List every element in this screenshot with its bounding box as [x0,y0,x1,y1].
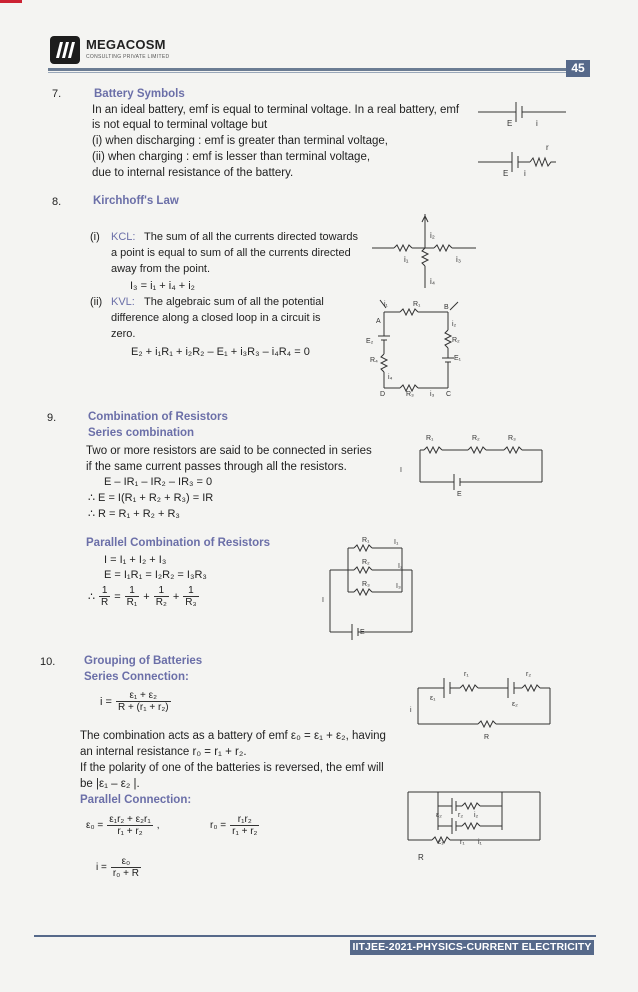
label-r1: r₁ [464,671,469,678]
therefore-sign: ∴ [88,591,95,603]
kcl-junction-figure [372,212,482,292]
label-i1: i₁ [478,839,482,846]
section-number: 10. [40,656,56,668]
label-E: E [503,169,509,178]
label-R: R [418,853,424,862]
footer-label: IITJEE-2021-PHYSICS-CURRENT ELECTRICITY [350,940,594,955]
label-i: i [536,119,538,128]
fraction: $\frac{1}{\text{R₁}}$ [126,585,138,608]
text-line: (i) when discharging : emf is greater than terminal voltage, [92,135,388,147]
equation: I = I₁ + I₂ + I₃ [104,554,167,566]
label-R2: R₂ [362,559,370,566]
label-i4: i₄ [430,277,436,286]
section-subtitle: Series combination [88,427,195,439]
label-R1: R₁ [426,435,434,442]
equation: ∴ R = R₁ + R₂ + R₃ [88,508,180,520]
kvl-label: KVL: [111,296,135,308]
label-e2: ε₂ [436,812,442,819]
parallel-resistance-formula: r₀ = $\frac{\text{r₁r₂}}{\text{r₁ + r₂}}$ [210,814,258,837]
section-number: 8. [52,196,62,208]
text-line: difference along a closed loop in a circuit is [111,312,321,324]
label-i3: i₃ [430,391,435,398]
label-R2: R₂ [452,337,460,344]
text-line: be |ε₁ – ε₂ |. [80,778,140,790]
page-number: 45 [566,60,590,77]
label-i2: i₂ [452,321,457,328]
text-line: The combination acts as a battery of emf ε₀ = ε₁ + ε₂, having [80,730,386,742]
label-i: i [410,707,412,714]
kvl-tag: (ii) [90,296,103,308]
kcl-label: KCL: [111,231,136,243]
fraction: $\frac{1}{R}$ [101,585,109,608]
equation: E₂ + i₁R₁ + i₂R₂ – E₁ + i₃R₃ – i₄R₄ = 0 [131,346,310,358]
parallel-current-formula: i = $\frac{\text{ε₀}}{\text{r₀ + R}}$ [96,856,139,879]
equation: E – IR₁ – IR₂ – IR₃ = 0 [104,476,213,488]
text-line: If the polarity of one of the batteries is reversed, the emf will [80,762,384,774]
kcl-tag: (i) [90,231,100,243]
text-line: away from the point. [111,263,211,275]
label-B: B [444,304,449,311]
header-rule-thin [48,72,568,73]
section-title: Combination of Resistors [88,411,228,423]
label-e1: ε₁ [438,839,444,846]
label-E: E [507,119,513,128]
label-R3: R₃ [508,435,516,442]
label-I2: I₂ [398,563,403,570]
label-R: R [484,734,490,741]
label-R4: R₄ [370,357,378,364]
parallel-battery-figure [392,786,552,866]
equation: E = I₁R₁ = I₂R₂ = I₃R₃ [104,569,207,581]
label-e1: ε₁ [430,695,436,702]
label-R1: R₁ [362,537,370,544]
label-E2: E₂ [366,338,374,345]
section-subtitle: Parallel Connection: [80,794,192,806]
section-number: 7. [52,88,62,100]
label-I: I [400,467,402,474]
label-i2: i₂ [430,231,435,240]
label-E: E [457,491,462,498]
label-r2: r₂ [458,812,464,819]
label-i1: i₁ [404,255,409,264]
corner-mark [0,0,22,3]
logo-icon [50,36,80,64]
label-R2: R₂ [472,435,480,442]
fraction: $\frac{\text{r₁r₂}}{\text{r₁ + r₂}}$ [232,814,258,837]
text-line: The sum of all the currents directed towards [144,231,358,243]
label-r2: r₂ [526,671,532,678]
text-line: if the same current passes through all the resistors. [86,461,347,473]
section-subtitle: Series Connection: [84,671,189,683]
logo-tagline: CONSULTING PRIVATE LIMITED [86,54,170,60]
header-rule [48,68,568,71]
section-title: Kirchhoff's Law [93,195,179,207]
fraction: $\frac{\text{ε₁r₂ + ε₂r₁}}{\text{r₁ + r₂}}$ [109,814,151,837]
label-R1: R₁ [413,301,421,308]
text-line: Two or more resistors are said to be connected in series [86,445,372,457]
label-A: A [376,318,381,325]
label-C: C [446,391,452,398]
text-line: The algebraic sum of all the potential [144,296,324,308]
section-title: Battery Symbols [94,88,185,100]
label-D: D [380,391,386,398]
equation: I₃ = i₁ + i₄ + i₂ [130,280,195,292]
fraction: $\frac{1}{\text{R₃}}$ [185,585,197,608]
text-line: (ii) when charging : emf is lesser than terminal voltage, [92,151,371,163]
section-number: 9. [47,412,57,424]
label-i3: i₃ [456,255,462,264]
series-resistor-figure [394,424,554,500]
series-battery-figure [404,666,554,746]
parallel-resistor-figure [318,530,414,642]
logo-name: MEGACOSM [86,37,166,52]
label-i4: i₄ [388,374,393,381]
text-line: In an ideal battery, emf is equal to terminal voltage. In a real battery, emf [92,104,460,116]
fraction: $\frac{1}{\text{R₂}}$ [155,585,167,608]
equation: ∴ E = I(R₁ + R₂ + R₃) = IR [88,492,214,504]
label-i1: i₁ [384,301,388,308]
parallel-emf-formula: ε₀ = $\frac{\text{ε₁r₂ + ε₂r₁}}{\text{r₁ + r₂}}$ , [86,814,160,837]
label-r: r [546,143,549,152]
label-R3: R₃ [406,391,414,398]
label-I1: I₁ [394,539,399,546]
label-I: I [322,597,324,604]
series-current-formula: i = $\frac{\text{ε₁ + ε₂}}{\text{R + (r₁ + r₂)}}$ [100,690,169,713]
text-line: a point is equal to sum of all the currents directed [111,247,351,259]
text-line: due to internal resistance of the battery. [92,167,294,179]
kvl-loop-figure [360,296,478,400]
label-r1: r₁ [460,839,465,846]
text-line: is not equal to terminal voltage but [92,119,268,131]
section-subtitle: Parallel Combination of Resistors [86,537,271,549]
footer-rule [34,935,596,937]
label-i: i [524,169,526,178]
label-I3: I₃ [396,583,401,590]
label-e2: ε₂ [512,701,518,708]
fraction: $\frac{\text{ε₀}}{\text{r₀ + R}}$ [112,856,139,879]
label-E1: E₁ [454,355,462,362]
fraction: $\frac{\text{ε₁ + ε₂}}{\text{R + (r₁ + r₂)}}$ [117,690,169,713]
text-line: zero. [111,328,136,340]
section-title: Grouping of Batteries [84,655,203,667]
text-line: an internal resistance r₀ = r₁ + r₂. [80,746,247,758]
label-E: E [360,629,365,636]
label-i2: i₂ [474,812,479,819]
battery-symbol-figure [470,90,580,185]
parallel-resistance-formula: ∴ $\frac{1}{R}$ = $\frac{1}{\text{R₁}}$ + $\frac{1}{\text{R₂}}$ + $\frac{1}{\text{R₃}}$ [88,585,197,608]
label-R3: R₃ [362,581,370,588]
